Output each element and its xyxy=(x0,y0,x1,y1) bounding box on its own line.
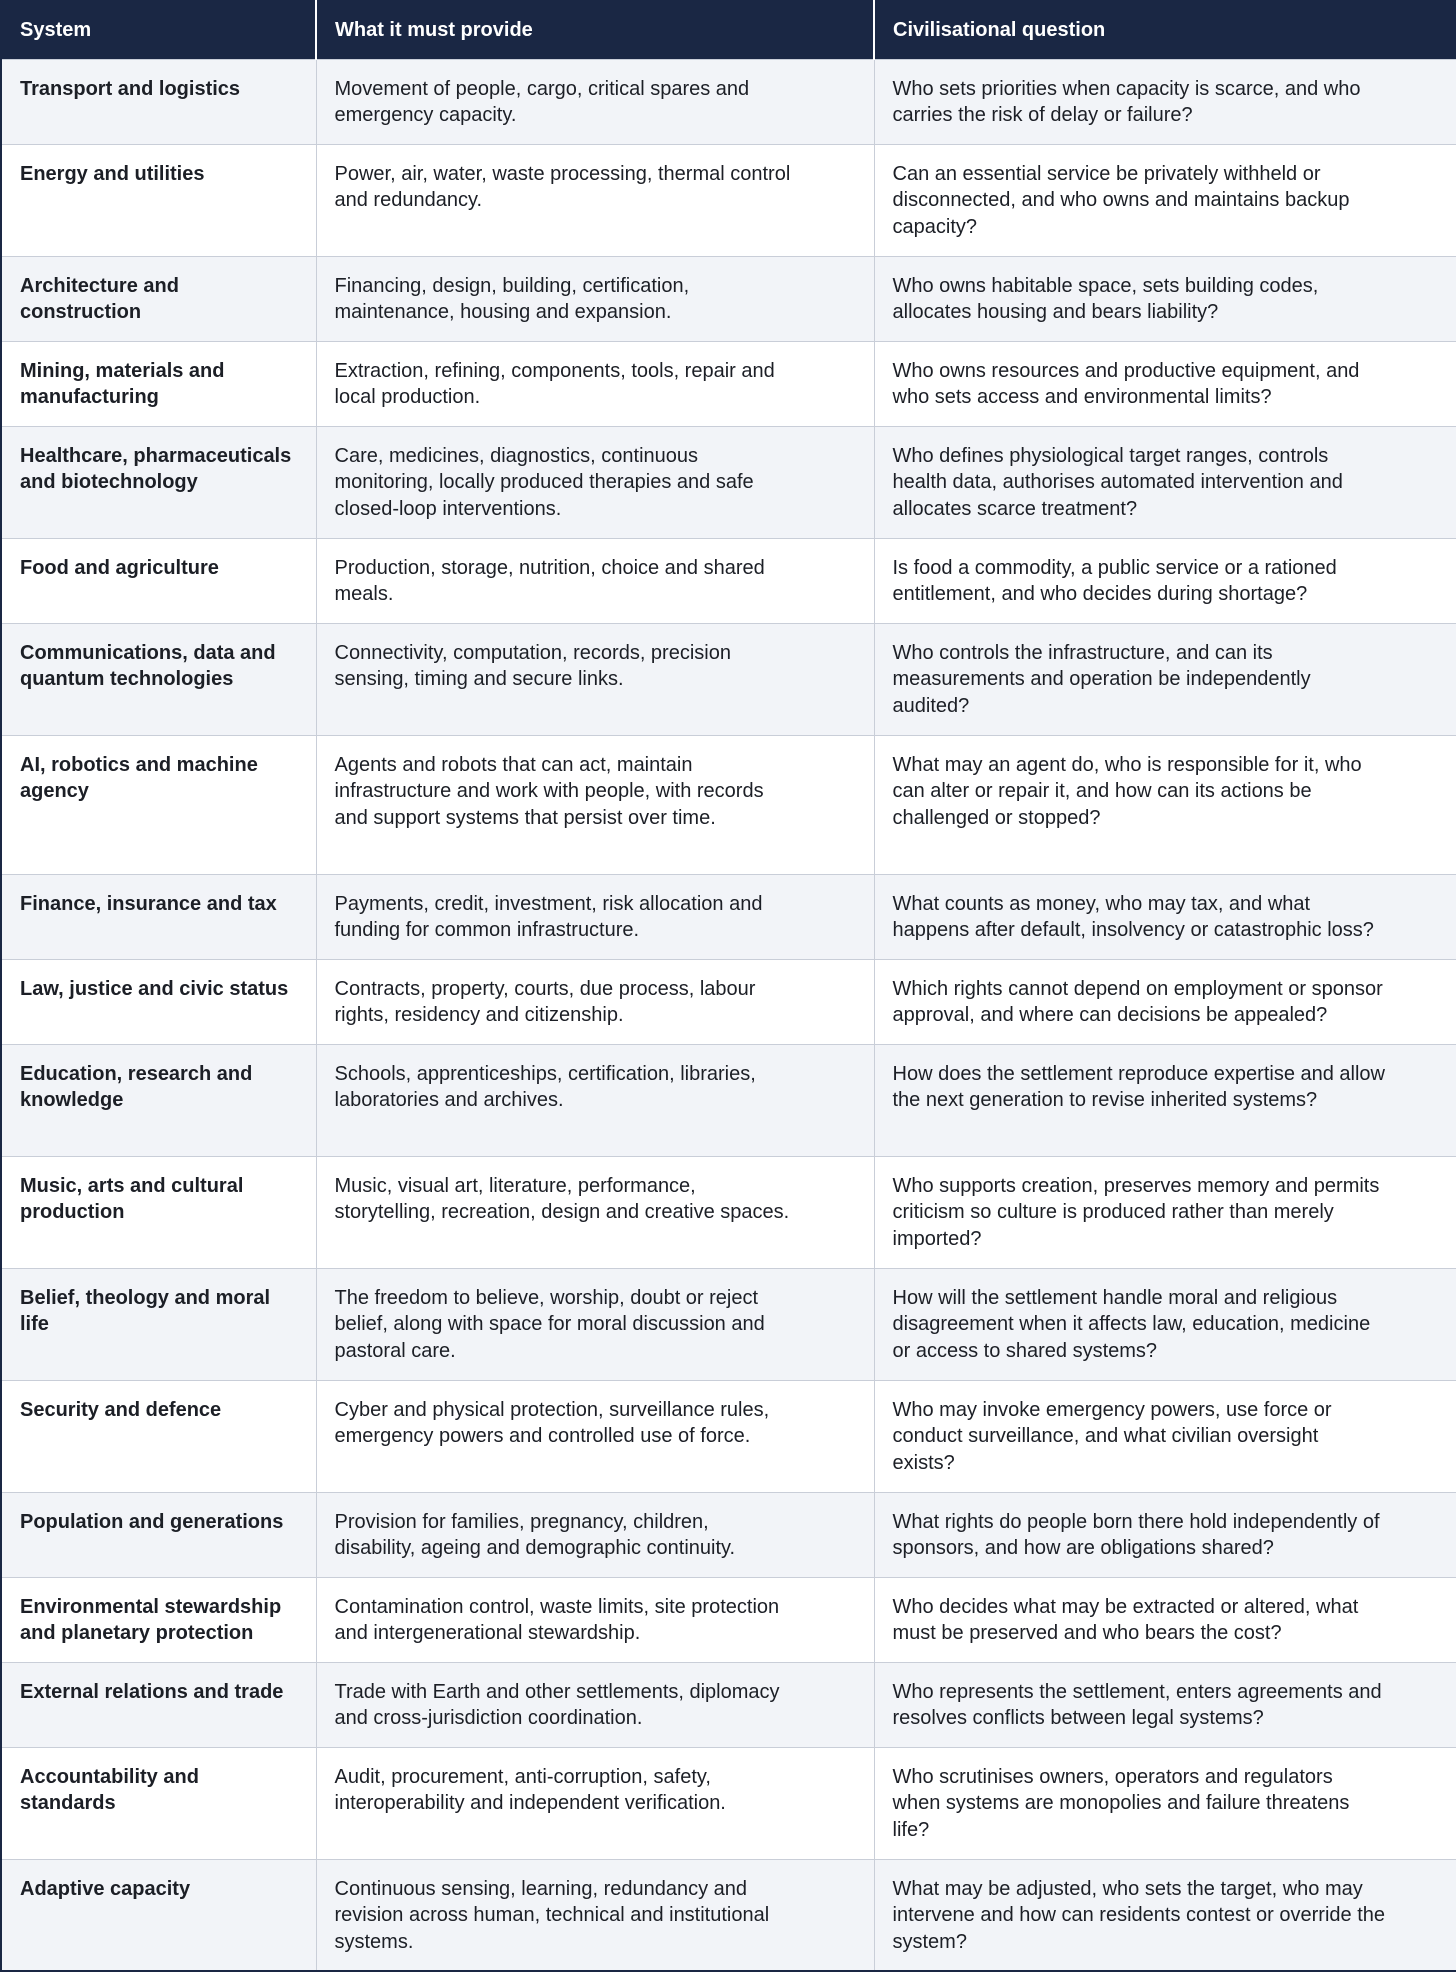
provide-cell: Music, visual art, literature, performance, storytelling, recreation, design and creative spaces. xyxy=(316,1156,874,1268)
table-row xyxy=(1,1156,1456,1268)
question-cell: Who decides what may be extracted or altered, what must be preserved and who bears the cost? xyxy=(874,1577,1456,1662)
system-cell: Healthcare, pharmaceuticals and biotechnology xyxy=(1,426,316,538)
system-cell: Security and defence xyxy=(1,1380,316,1492)
system-cell: Food and agriculture xyxy=(1,538,316,623)
table-row xyxy=(1,538,1456,623)
question-cell: Who supports creation, preserves memory and permits criticism so culture is produced rather than merely imported? xyxy=(874,1156,1456,1268)
question-cell: Who sets priorities when capacity is scarce, and who carries the risk of delay or failure? xyxy=(874,59,1456,144)
provide-cell: The freedom to believe, worship, doubt or reject belief, along with space for moral discussion and pastoral care. xyxy=(316,1268,874,1380)
question-cell: Is food a commodity, a public service or a rationed entitlement, and who decides during shortage? xyxy=(874,538,1456,623)
table-row xyxy=(1,735,1456,874)
header-row xyxy=(1,1,1456,59)
table-row xyxy=(1,1577,1456,1662)
system-cell: AI, robotics and machine agency xyxy=(1,735,316,874)
table-row xyxy=(1,1662,1456,1747)
table-row xyxy=(1,59,1456,144)
provide-cell: Care, medicines, diagnostics, continuous monitoring, locally produced therapies and safe closed-loop interventions. xyxy=(316,426,874,538)
provide-cell: Contamination control, waste limits, site protection and intergenerational stewardship. xyxy=(316,1577,874,1662)
provide-cell: Power, air, water, waste processing, thermal control and redundancy. xyxy=(316,144,874,256)
table-body xyxy=(1,59,1456,1971)
system-cell: Mining, materials and manufacturing xyxy=(1,341,316,426)
system-cell: Communications, data and quantum technologies xyxy=(1,623,316,735)
provide-cell: Connectivity, computation, records, precision sensing, timing and secure links. xyxy=(316,623,874,735)
question-cell: What counts as money, who may tax, and what happens after default, insolvency or catastrophic loss? xyxy=(874,874,1456,959)
provide-cell: Movement of people, cargo, critical spares and emergency capacity. xyxy=(316,59,874,144)
provide-cell: Audit, procurement, anti-corruption, safety, interoperability and independent verification. xyxy=(316,1747,874,1859)
provide-cell: Production, storage, nutrition, choice and shared meals. xyxy=(316,538,874,623)
question-cell: Which rights cannot depend on employment or sponsor approval, and where can decisions be appealed? xyxy=(874,959,1456,1044)
question-cell: Who may invoke emergency powers, use force or conduct surveillance, and what civilian oversight exists? xyxy=(874,1380,1456,1492)
question-cell: Who represents the settlement, enters agreements and resolves conflicts between legal systems? xyxy=(874,1662,1456,1747)
question-cell: Who owns habitable space, sets building codes, allocates housing and bears liability? xyxy=(874,256,1456,341)
header-question: Civilisational question xyxy=(874,1,1456,59)
system-cell: Transport and logistics xyxy=(1,59,316,144)
question-cell: Who scrutinises owners, operators and regulators when systems are monopolies and failure threatens life? xyxy=(874,1747,1456,1859)
system-cell: Finance, insurance and tax xyxy=(1,874,316,959)
question-cell: Who defines physiological target ranges, controls health data, authorises automated intervention and allocates scarce treatment? xyxy=(874,426,1456,538)
provide-cell: Schools, apprenticeships, certification, libraries, laboratories and archives. xyxy=(316,1044,874,1156)
table-row xyxy=(1,256,1456,341)
provide-cell: Continuous sensing, learning, redundancy and revision across human, technical and institutional systems. xyxy=(316,1859,874,1971)
question-cell: How will the settlement handle moral and religious disagreement when it affects law, education, medicine or access to shared systems? xyxy=(874,1268,1456,1380)
provide-cell: Financing, design, building, certification, maintenance, housing and expansion. xyxy=(316,256,874,341)
system-cell: Law, justice and civic status xyxy=(1,959,316,1044)
system-cell: External relations and trade xyxy=(1,1662,316,1747)
system-cell: Architecture and construction xyxy=(1,256,316,341)
table-row xyxy=(1,426,1456,538)
table-row xyxy=(1,341,1456,426)
system-cell: Adaptive capacity xyxy=(1,1859,316,1971)
table-row xyxy=(1,144,1456,256)
provide-cell: Provision for families, pregnancy, children, disability, ageing and demographic continuity. xyxy=(316,1492,874,1577)
table-row xyxy=(1,874,1456,959)
provide-cell: Payments, credit, investment, risk allocation and funding for common infrastructure. xyxy=(316,874,874,959)
system-cell: Music, arts and cultural production xyxy=(1,1156,316,1268)
system-cell: Population and generations xyxy=(1,1492,316,1577)
table-row xyxy=(1,1747,1456,1859)
system-cell: Environmental stewardship and planetary protection xyxy=(1,1577,316,1662)
question-cell: What may an agent do, who is responsible for it, who can alter or repair it, and how can its actions be challenged or stopped? xyxy=(874,735,1456,874)
question-cell: Can an essential service be privately withheld or disconnected, and who owns and maintains backup capacity? xyxy=(874,144,1456,256)
table-header xyxy=(1,1,1456,59)
question-cell: How does the settlement reproduce expertise and allow the next generation to revise inherited systems? xyxy=(874,1044,1456,1156)
provide-cell: Extraction, refining, components, tools, repair and local production. xyxy=(316,341,874,426)
provide-cell: Cyber and physical protection, surveillance rules, emergency powers and controlled use of force. xyxy=(316,1380,874,1492)
question-cell: Who owns resources and productive equipment, and who sets access and environmental limits? xyxy=(874,341,1456,426)
header-provide: What it must provide xyxy=(316,1,874,59)
table-row xyxy=(1,623,1456,735)
system-cell: Belief, theology and moral life xyxy=(1,1268,316,1380)
system-cell: Education, research and knowledge xyxy=(1,1044,316,1156)
system-cell: Energy and utilities xyxy=(1,144,316,256)
system-cell: Accountability and standards xyxy=(1,1747,316,1859)
header-system: System xyxy=(20,18,92,41)
question-cell: What may be adjusted, who sets the target, who may intervene and how can residents contest or override the system? xyxy=(874,1859,1456,1971)
table-row xyxy=(1,1380,1456,1492)
table-row xyxy=(1,1859,1456,1971)
table-row xyxy=(1,1492,1456,1577)
table-row xyxy=(1,1044,1456,1156)
question-cell: What rights do people born there hold independently of sponsors, and how are obligations shared? xyxy=(874,1492,1456,1577)
table-row xyxy=(1,1268,1456,1380)
provide-cell: Contracts, property, courts, due process, labour rights, residency and citizenship. xyxy=(316,959,874,1044)
table-row xyxy=(1,959,1456,1044)
provide-cell: Agents and robots that can act, maintain infrastructure and work with people, with records and support systems that persist over time. xyxy=(316,735,874,874)
question-cell: Who controls the infrastructure, and can its measurements and operation be independently audited? xyxy=(874,623,1456,735)
provide-cell: Trade with Earth and other settlements, diplomacy and cross-jurisdiction coordination. xyxy=(316,1662,874,1747)
